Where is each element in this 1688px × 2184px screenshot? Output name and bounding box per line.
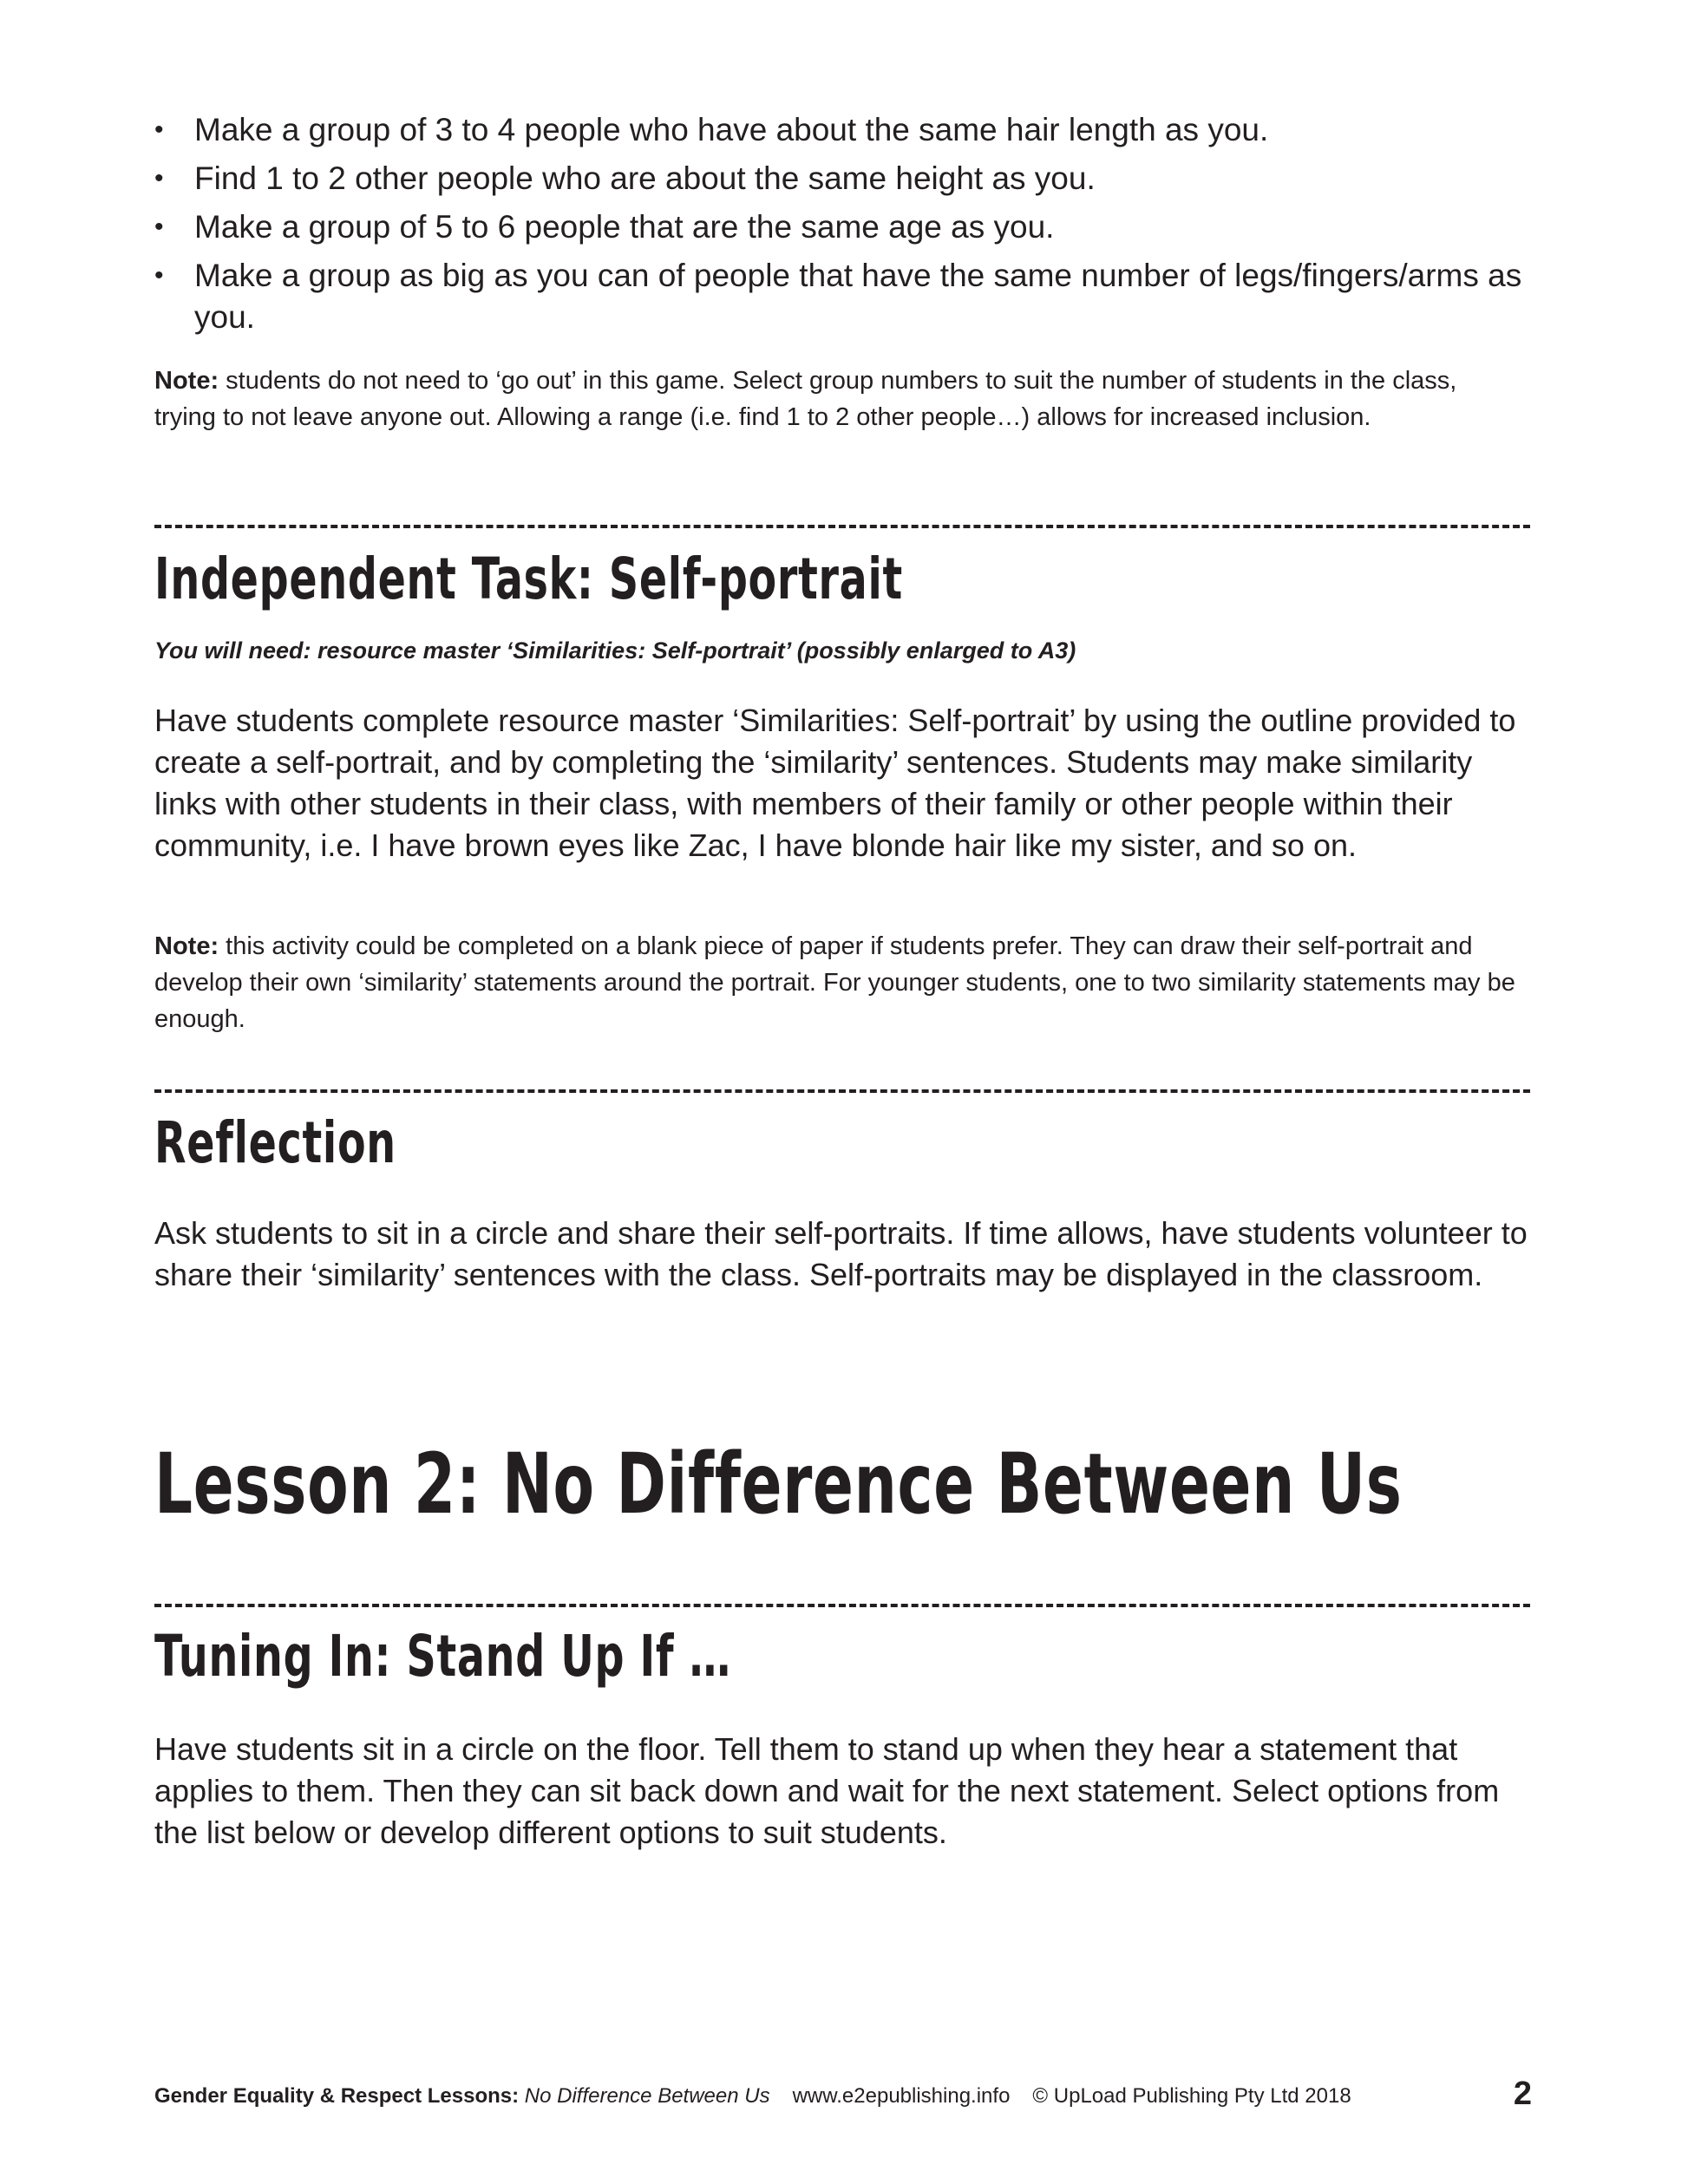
list-item: • Make a group of 5 to 6 people that are the same age as you.	[154, 206, 1534, 248]
tuning-in-body: Have students sit in a circle on the floor. Tell them to stand up when they hear a statement that applies to them. Then they can sit back down and wait for the next statement. Select options from the list below or develop different options to suit students.	[154, 1731, 1500, 1850]
page-footer	[154, 2083, 1351, 2109]
footer-website: www.e2epublishing.info	[792, 2084, 1011, 2108]
independent-task-body: Have students complete resource master ‘Similarities: Self-portrait’ by using the outline provided to create a self-portrait, and by completing the ‘similarity’ sentences. Students may make similarity links with other students in their class, with members of their family or other people within their community, i.e. I have brown eyes like Zac, I have blonde hair like my sister, and so on.	[154, 703, 1516, 863]
section-divider	[154, 1604, 1530, 1607]
tuning-in-heading: Tuning In: Stand Up If …	[154, 1623, 731, 1690]
bullet-icon: •	[154, 164, 164, 193]
bullet-icon: •	[154, 213, 164, 241]
section-divider	[154, 1089, 1530, 1093]
you-will-need-note: You will need: resource master ‘Similarities: Self-portrait’ (possibly enlarged to A3)	[154, 638, 1076, 664]
bullet-icon: •	[154, 261, 164, 290]
game-note	[154, 363, 1525, 435]
footer-title: No Difference Between Us	[524, 2084, 770, 2108]
lesson-title: Lesson 2: No Difference Between Us	[154, 1435, 1403, 1533]
bullet-icon: •	[154, 115, 164, 144]
reflection-heading: Reflection	[154, 1109, 396, 1176]
note-text: students do not need to ‘go out’ in this game. Select group numbers to suit the number of students in the class, trying to not leave anyone out. Allowing a range (i.e. find 1 to 2 other people…) allows for increased inclusion.	[154, 367, 1457, 431]
independent-task-note	[154, 928, 1525, 1037]
list-item: • Find 1 to 2 other people who are about the same height as you.	[154, 158, 1534, 199]
footer-series: Gender Equality & Respect Lessons:	[154, 2084, 520, 2108]
footer-copyright: © UpLoad Publishing Pty Ltd 2018	[1032, 2084, 1351, 2108]
list-item: • Make a group of 3 to 4 people who have about the same hair length as you.	[154, 109, 1534, 151]
note-label: Note:	[154, 932, 219, 960]
reflection-body: Ask students to sit in a circle and share their self-portraits. If time allows, have students volunteer to share their ‘similarity’ sentences with the class. Self-portraits may be displayed in the classroom.	[154, 1215, 1528, 1292]
note-label: Note:	[154, 367, 219, 395]
bullet-list	[154, 109, 1534, 345]
note-text: this activity could be completed on a blank piece of paper if students prefer. They can draw their self-portrait and develop their own ‘similarity’ statements around the portrait. For younger students, one to two similarity statements may be enough.	[154, 932, 1515, 1033]
page-number: 2	[1513, 2076, 1532, 2112]
section-divider	[154, 525, 1530, 528]
list-item: • Make a group as big as you can of people that have the same number of legs/fingers/arms as you.	[154, 255, 1534, 338]
independent-task-heading: Independent Task: Self-portrait	[154, 546, 903, 612]
